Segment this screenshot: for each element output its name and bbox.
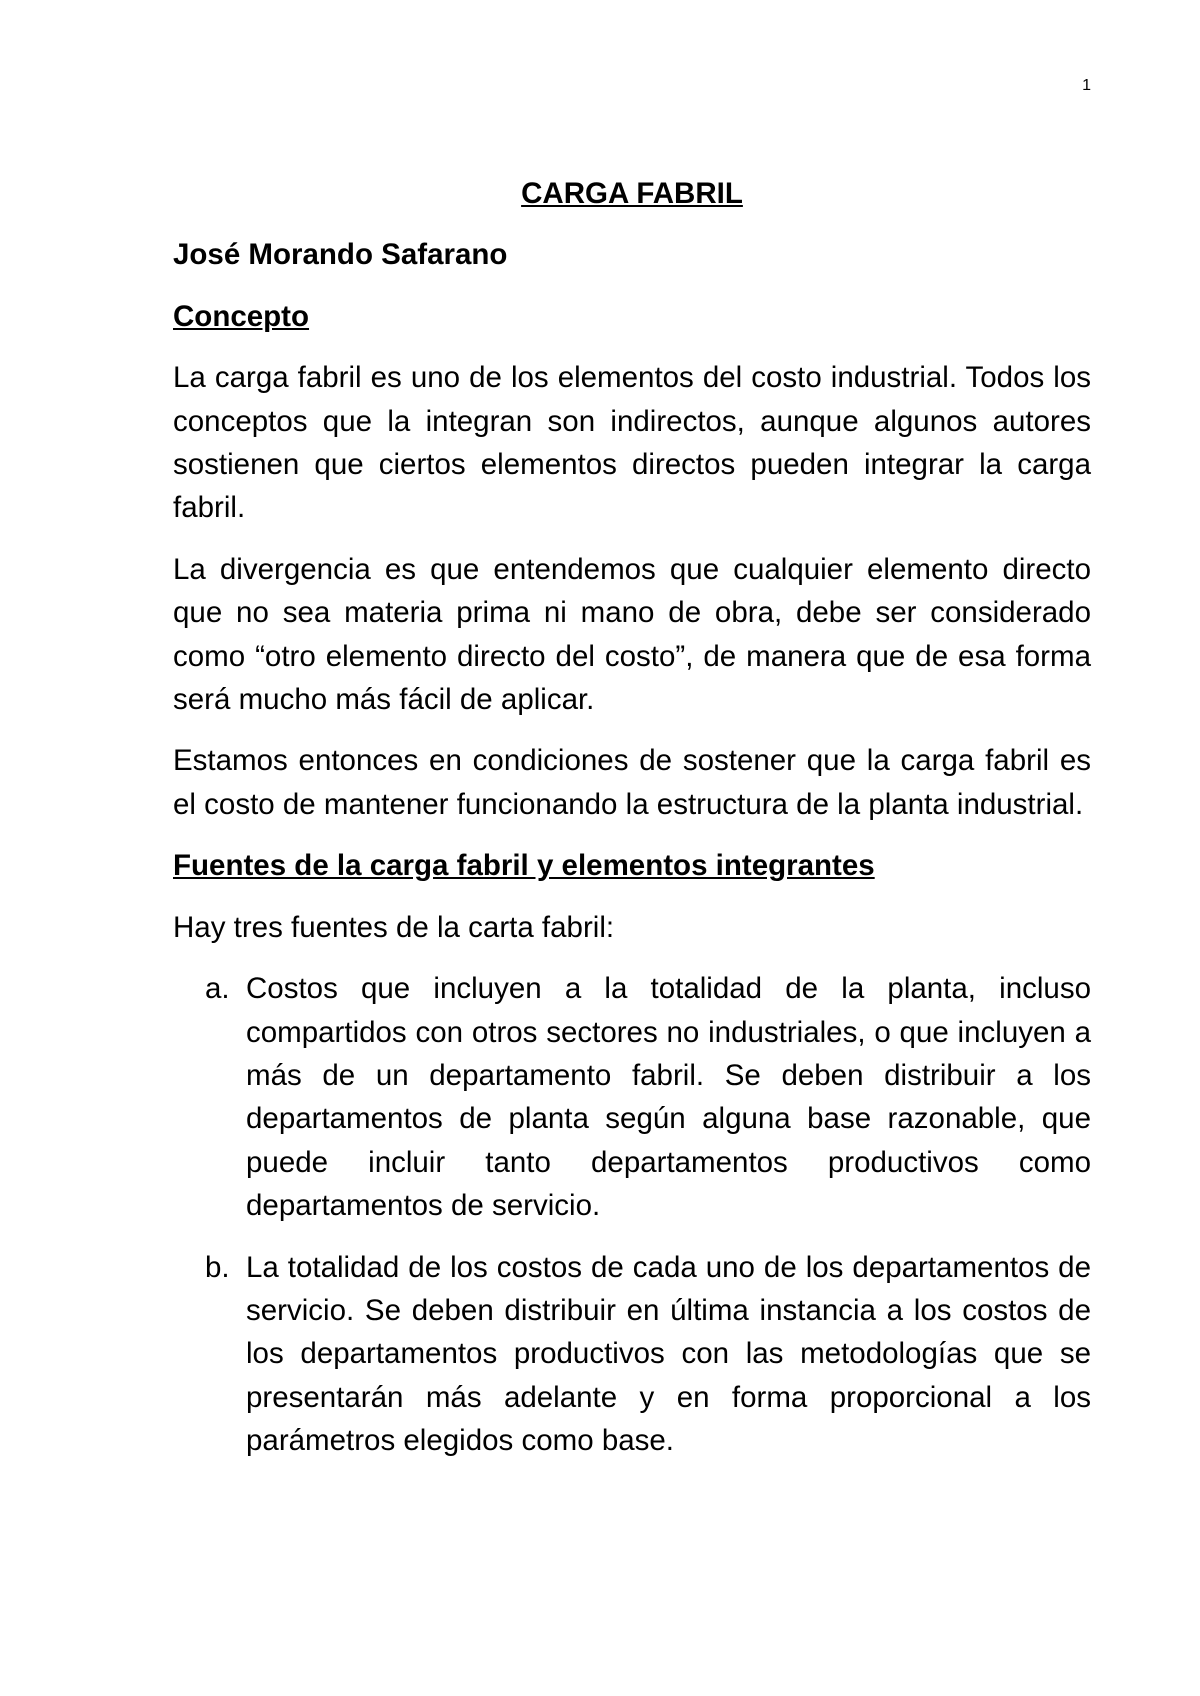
paragraph: Estamos entonces en condiciones de sostener que la carga fabril es el costo de mantener funcionando la estructura de la planta industrial.: [173, 744, 1091, 821]
paragraph: La carga fabril es uno de los elementos del costo industrial. Todos los conceptos que la integran son indirectos, aunque algunos autores sostienen que ciertos elementos directos pueden integrar la carga fabril.: [173, 361, 1091, 525]
section-heading-concepto: Concepto: [173, 299, 310, 333]
page-number: 1: [1082, 77, 1091, 94]
list-item-text: Costos que incluyen a la totalidad de la planta, incluso compartidos con otros sectores no industriales, o que incluyen a más de un departamento fabril. Se deben distribuir a los departamentos de planta según alguna base razonable, que puede incluir tanto departamentos productivos como departamentos de servicio.: [246, 972, 1091, 1223]
list-item: [173, 1246, 1091, 1463]
document-title: CARGA FABRIL: [521, 177, 743, 210]
paragraph: La divergencia es que entendemos que cualquier elemento directo que no sea materia prima ni mano de obra, debe ser considerado como “otro elemento directo del costo”, de manera que de esa forma será mucho más fácil de aplicar.: [173, 552, 1091, 717]
sources-list: [173, 967, 1091, 1462]
section-heading-fuentes: Fuentes de la carga fabril y elementos integrantes: [173, 849, 875, 883]
list-intro: Hay tres fuentes de la carta fabril:: [173, 910, 615, 944]
document-body: [173, 172, 1091, 1481]
author-name: José Morando Safarano: [173, 238, 508, 272]
list-marker: a.: [205, 972, 230, 1006]
list-marker: b.: [205, 1250, 230, 1284]
list-item-text: La totalidad de los costos de cada uno de los departamentos de servicio. Se deben distribuir en última instancia a los costos de los departamentos productivos con las metodologías que se presentarán más adelante y en forma proporcional a los parámetros elegidos como base.: [246, 1250, 1091, 1458]
list-item: [173, 967, 1091, 1227]
